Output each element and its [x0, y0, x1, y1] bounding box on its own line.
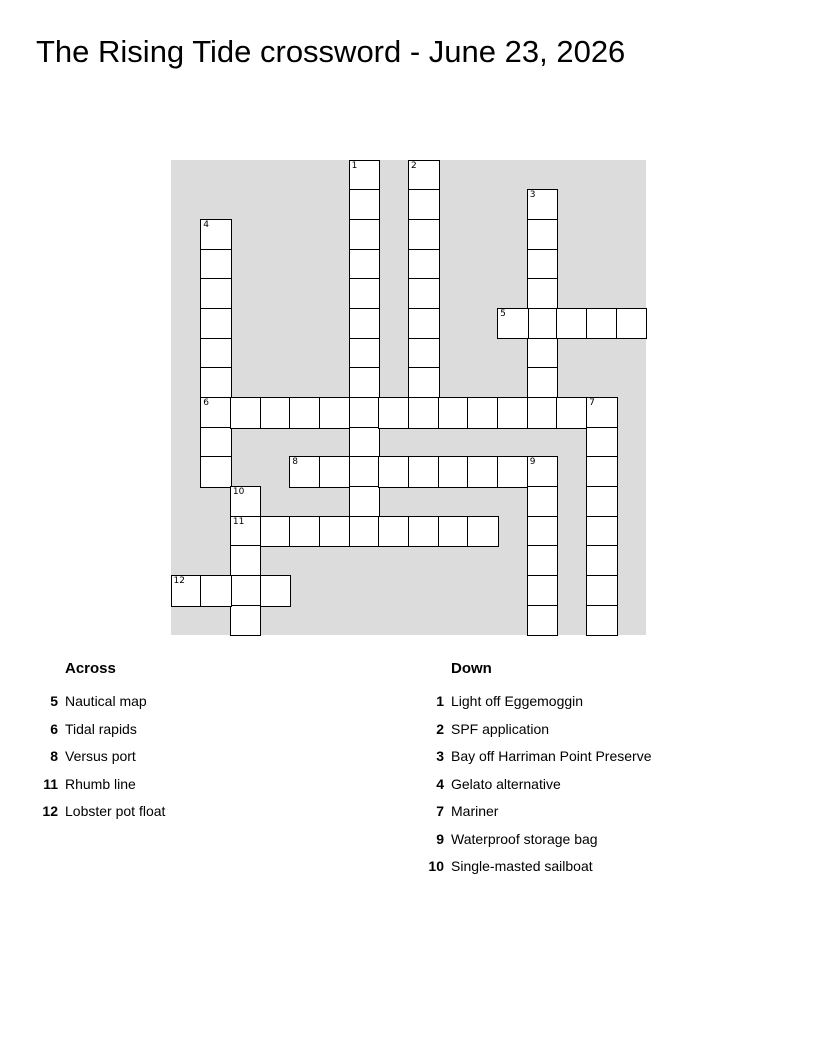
grid-cell[interactable]	[200, 219, 232, 251]
clue-number: 12	[42, 803, 58, 819]
grid-cell[interactable]	[349, 397, 381, 429]
grid-cell[interactable]	[378, 456, 410, 488]
grid-cell[interactable]	[497, 308, 529, 340]
grid-cell[interactable]	[408, 189, 440, 221]
grid-cell[interactable]	[527, 308, 559, 340]
grid-cell[interactable]	[319, 397, 351, 429]
grid-cell[interactable]	[527, 605, 559, 637]
down-heading: Down	[451, 660, 492, 677]
cell-number: 10	[232, 487, 245, 498]
grid-cell[interactable]	[586, 456, 618, 488]
grid-cell[interactable]	[497, 456, 529, 488]
grid-cell[interactable]	[556, 308, 588, 340]
down-clue-list	[422, 688, 652, 881]
grid-cell[interactable]	[556, 397, 588, 429]
grid-cell[interactable]	[200, 249, 232, 281]
across-clue[interactable]	[36, 743, 165, 771]
clue-text: Lobster pot float	[65, 803, 166, 819]
grid-cell[interactable]	[378, 516, 410, 548]
cell-number: 3	[529, 190, 536, 201]
grid-cell[interactable]	[200, 278, 232, 310]
grid-cell[interactable]	[349, 427, 381, 459]
clue-number: 6	[50, 720, 58, 737]
grid-cell[interactable]	[200, 427, 232, 459]
grid-cell[interactable]	[586, 605, 618, 637]
down-clue[interactable]	[422, 771, 652, 799]
grid-cell[interactable]	[260, 575, 292, 607]
clue-text: Tidal rapids	[65, 720, 137, 737]
grid-cell[interactable]	[200, 397, 232, 429]
grid-cell[interactable]	[438, 456, 470, 488]
grid-cell[interactable]	[527, 575, 559, 607]
grid-cell[interactable]	[349, 486, 381, 518]
grid-cell[interactable]	[586, 545, 618, 577]
grid-cell[interactable]	[349, 249, 381, 281]
clue-number: 8	[50, 748, 58, 764]
grid-cell[interactable]	[349, 160, 381, 192]
grid-cell[interactable]	[230, 605, 262, 637]
grid-cell[interactable]	[527, 189, 559, 221]
cell-number: 12	[173, 576, 185, 587]
clue-number: 3	[436, 748, 444, 764]
clue-text: Rhumb line	[65, 775, 136, 792]
across-clue[interactable]	[36, 798, 165, 826]
grid-cell[interactable]	[230, 516, 262, 548]
down-clue[interactable]	[422, 688, 652, 716]
grid-cell[interactable]	[527, 367, 559, 399]
grid-cell[interactable]	[349, 278, 381, 310]
grid-cell[interactable]	[319, 456, 351, 488]
grid-cell[interactable]	[408, 160, 440, 192]
grid-cell[interactable]	[408, 397, 440, 429]
grid-cell[interactable]	[289, 397, 321, 429]
grid-cell[interactable]	[230, 486, 262, 518]
grid-cell[interactable]	[527, 456, 559, 488]
grid-cell[interactable]	[586, 427, 618, 459]
clue-text: Waterproof storage bag	[451, 830, 598, 847]
down-clue[interactable]	[422, 798, 652, 826]
grid-cell[interactable]	[230, 545, 262, 577]
cell-number: 11	[232, 516, 245, 527]
across-clue[interactable]	[36, 771, 165, 799]
clue-number: 4	[436, 775, 444, 792]
cell-number: 5	[500, 308, 506, 319]
clue-text: SPF application	[451, 720, 550, 737]
grid-cell[interactable]	[289, 516, 321, 548]
grid-cell[interactable]	[230, 397, 262, 429]
grid-cell[interactable]	[616, 308, 648, 340]
grid-cell[interactable]	[200, 367, 232, 399]
down-clue[interactable]	[422, 826, 652, 854]
grid-cell[interactable]	[349, 456, 381, 488]
grid-cell[interactable]	[171, 575, 203, 607]
grid-cell[interactable]	[586, 575, 618, 607]
grid-cell[interactable]	[260, 516, 292, 548]
grid-cell[interactable]	[260, 397, 292, 429]
grid-cell[interactable]	[349, 367, 381, 399]
grid-cell[interactable]	[438, 516, 470, 548]
grid-cell[interactable]	[586, 397, 618, 429]
grid-cell[interactable]	[586, 486, 618, 518]
clue-number: 5	[50, 693, 58, 709]
clue-text: Light off Eggemoggin	[451, 693, 584, 709]
across-heading: Across	[65, 660, 116, 677]
grid-cell[interactable]	[586, 308, 618, 340]
grid-cell[interactable]	[200, 338, 232, 370]
grid-cell[interactable]	[319, 516, 351, 548]
clue-number: 1	[436, 693, 444, 709]
cell-number: 9	[529, 457, 536, 468]
clue-text: Gelato alternative	[451, 775, 561, 792]
cell-number: 8	[292, 457, 298, 468]
grid-cell[interactable]	[527, 219, 559, 251]
clue-number: 10	[428, 858, 444, 874]
cell-number: 1	[351, 160, 358, 171]
down-clue[interactable]	[422, 853, 652, 881]
clue-text: Single-masted sailboat	[451, 858, 593, 874]
clue-number: 7	[436, 803, 444, 819]
grid-cell[interactable]	[200, 456, 232, 488]
grid-cell[interactable]	[349, 338, 381, 370]
clue-number: 9	[436, 830, 444, 847]
grid-cell[interactable]	[349, 189, 381, 221]
grid-cell[interactable]	[200, 308, 232, 340]
grid-cell[interactable]	[200, 575, 232, 607]
grid-cell[interactable]	[408, 456, 440, 488]
grid-cell[interactable]	[408, 367, 440, 399]
clue-number: 11	[43, 775, 58, 792]
grid-cell[interactable]	[527, 397, 559, 429]
grid-cell[interactable]	[289, 456, 321, 488]
grid-cell[interactable]	[349, 219, 381, 251]
grid-cell[interactable]	[438, 397, 470, 429]
grid-cell[interactable]	[527, 249, 559, 281]
cell-number: 6	[203, 398, 209, 408]
grid-cell[interactable]	[408, 219, 440, 251]
cell-number: 4	[203, 219, 209, 230]
grid-cell[interactable]	[408, 278, 440, 310]
grid-cell[interactable]	[408, 249, 440, 281]
grid-cell[interactable]	[467, 456, 499, 488]
crossword-grid	[171, 160, 646, 635]
across-clue[interactable]	[36, 688, 165, 716]
grid-cell[interactable]	[230, 575, 262, 607]
grid-cell[interactable]	[527, 486, 559, 518]
grid-cell[interactable]	[527, 516, 559, 548]
grid-cell[interactable]	[527, 278, 559, 310]
down-clue[interactable]	[422, 743, 652, 771]
across-clue[interactable]	[36, 716, 165, 744]
clue-text: Mariner	[451, 803, 499, 819]
grid-cell[interactable]	[527, 545, 559, 577]
clue-number: 2	[436, 720, 444, 737]
grid-cell[interactable]	[378, 397, 410, 429]
cell-number: 2	[411, 160, 417, 171]
down-clue[interactable]	[422, 716, 652, 744]
cell-number: 7	[589, 398, 595, 408]
grid-cell[interactable]	[586, 516, 618, 548]
grid-cell[interactable]	[467, 397, 499, 429]
grid-cell[interactable]	[349, 308, 381, 340]
grid-cell[interactable]	[467, 516, 499, 548]
grid-cell[interactable]	[408, 308, 440, 340]
clue-text: Versus port	[65, 748, 136, 764]
grid-cell[interactable]	[408, 516, 440, 548]
puzzle-title: The Rising Tide crossword - June 23, 2026	[36, 34, 626, 69]
grid-cell[interactable]	[408, 338, 440, 370]
grid-cell[interactable]	[527, 338, 559, 370]
clue-text: Bay off Harriman Point Preserve	[451, 748, 652, 764]
grid-cell[interactable]	[349, 516, 381, 548]
across-clue-list	[36, 688, 165, 826]
grid-cell[interactable]	[497, 397, 529, 429]
clue-text: Nautical map	[65, 693, 147, 709]
